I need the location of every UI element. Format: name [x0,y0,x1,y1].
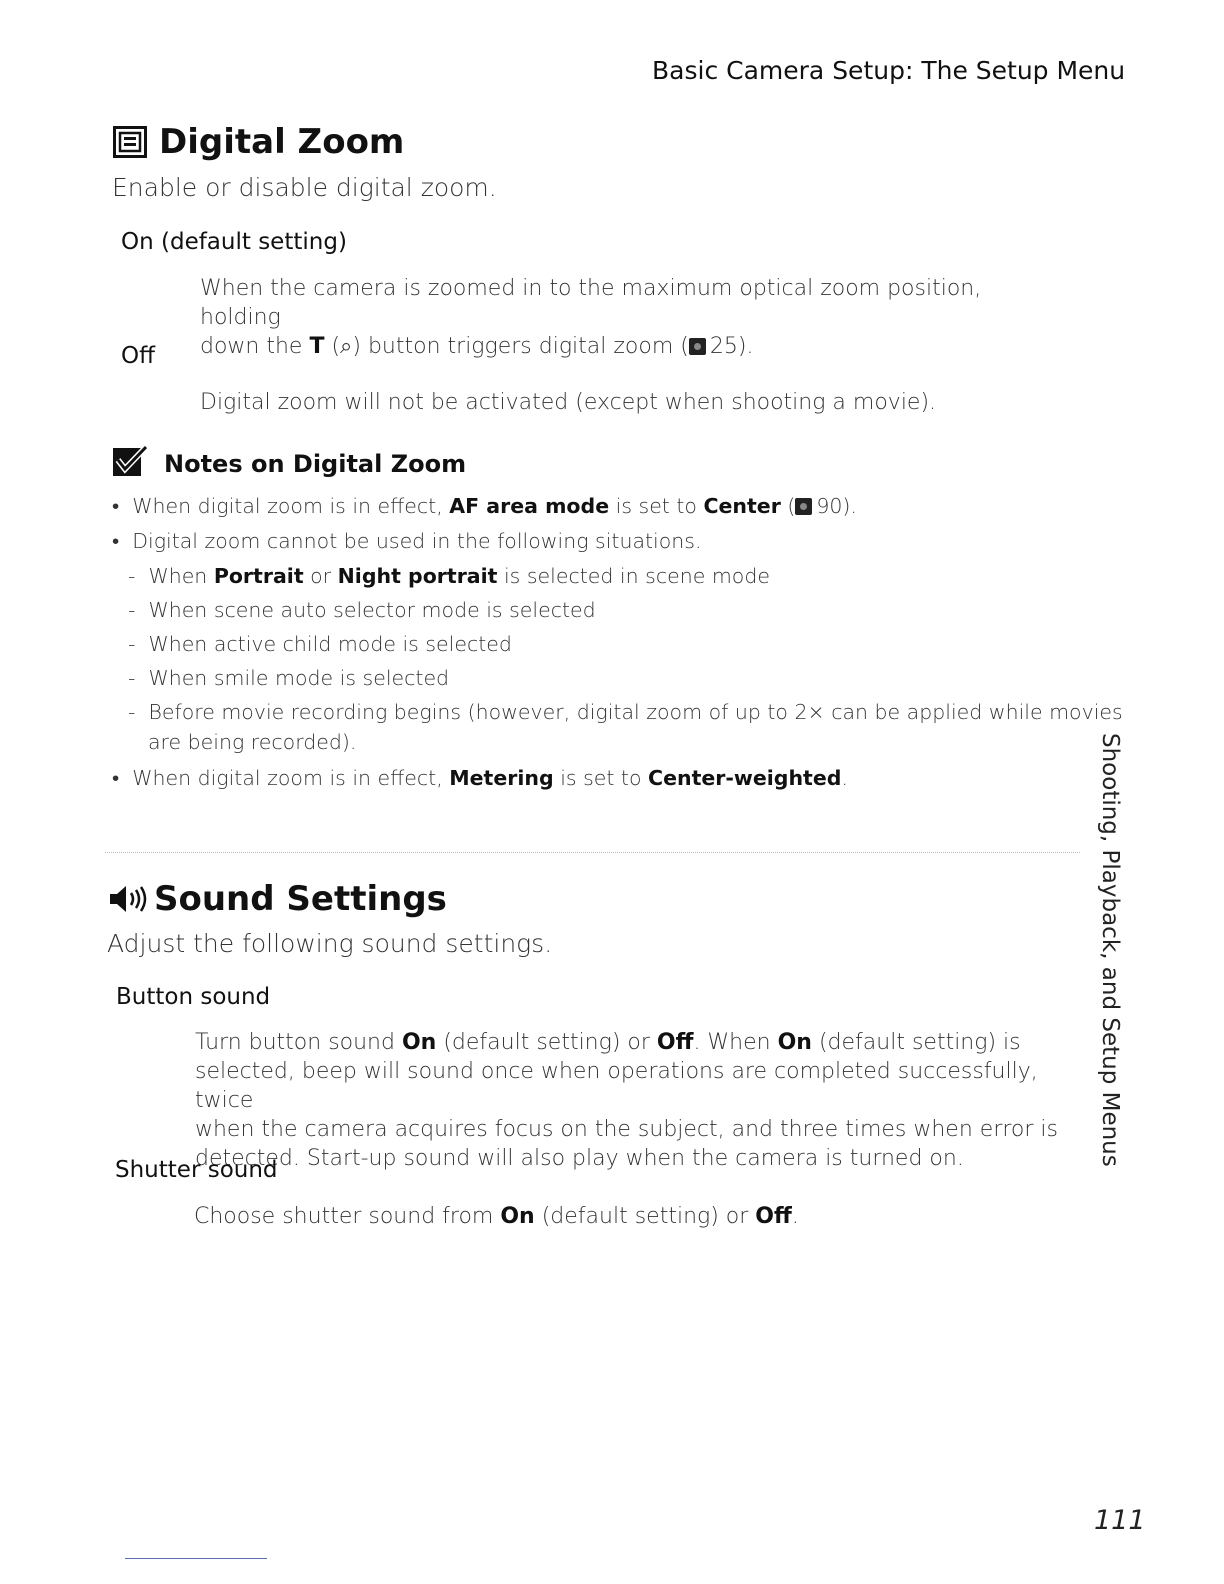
page-number: 111 [1094,1505,1146,1536]
digital-zoom-icon [113,126,147,158]
desc-text: (default setting) or [534,1204,756,1229]
button-sound-line1 [195,1028,1065,1057]
section-divider [105,852,1080,853]
digital-zoom-subtitle: Enable or disable digital zoom. [112,173,497,202]
note-text: When active child mode is selected [148,632,512,656]
page-reference: 90). [816,494,857,518]
digital-zoom-heading [113,122,404,162]
option-on-desc-line2 [200,332,1060,361]
button-sound-line2: selected, beep will sound once when operations are completed successfully, twice [195,1059,1038,1113]
option-off-name: Off [121,343,155,369]
note-text: is selected in scene mode [497,564,770,588]
note-dash-5-cont: are being recorded). [148,730,357,754]
dash-mark: - [128,632,149,656]
desc-text: down the [200,334,310,359]
sound-settings-heading [108,879,447,919]
note-text: or [303,564,338,588]
page-reference: 25). [709,334,754,359]
note-bullet-2 [112,529,701,554]
desc-bold: On [500,1204,535,1229]
sound-settings-title: Sound Settings [154,879,447,919]
note-text: is set to [609,494,704,518]
note-bullet-3 [112,766,848,791]
shutter-sound-name: Shutter sound [115,1157,278,1183]
note-bold: Center-weighted [648,766,842,790]
note-text: Before movie recording begins (however, digital zoom of up to 2× can be applied while movies [148,700,1123,724]
dash-mark: - [128,598,149,622]
note-bold: Center [703,494,781,518]
desc-text: (default setting) or [436,1030,657,1055]
dash-mark: - [128,666,149,690]
desc-bold: On [777,1030,812,1055]
button-sound-line4: detected. Start-up sound will also play when the camera is turned on. [195,1146,964,1171]
note-dash-5 [128,700,1123,724]
running-header: Basic Camera Setup: The Setup Menu [652,56,1126,85]
note-bold: Metering [449,766,554,790]
option-on-name: On (default setting) [121,229,347,255]
bullet-dot: • [112,529,133,553]
desc-text: . When [693,1030,778,1055]
t-button-label: T [309,334,325,359]
note-text: ( [780,494,796,518]
note-bold: Portrait [213,564,304,588]
note-dash-2 [128,598,596,622]
desc-text: Choose shutter sound from [194,1204,501,1229]
note-dash-1 [128,564,770,588]
option-on-desc-line1: When the camera is zoomed in to the maximum optical zoom position, holding [200,276,982,330]
chapter-side-tab-label: Shooting, Playback, and Setup Menus [1097,733,1123,1167]
note-bold: AF area mode [449,494,610,518]
note-text: When [148,564,214,588]
page-reference-icon [689,338,706,355]
footer-rule [125,1558,267,1559]
button-sound-name: Button sound [116,984,271,1010]
dash-mark: - [128,564,149,588]
option-off-description: Digital zoom will not be activated (except when shooting a movie). [200,390,937,415]
desc-text: (default setting) is [811,1030,1021,1055]
desc-bold: Off [656,1030,694,1055]
zoom-in-icon: (⌕) [331,334,361,359]
dash-mark: - [128,700,149,724]
speaker-icon [108,883,148,915]
sound-settings-subtitle: Adjust the following sound settings. [107,929,553,958]
caution-check-icon [113,445,147,481]
desc-bold: On [401,1030,437,1055]
note-bold: Night portrait [337,564,498,588]
desc-text: . [791,1204,799,1229]
desc-text: Turn button sound [195,1030,402,1055]
button-sound-description [195,1028,1065,1173]
digital-zoom-title: Digital Zoom [159,122,405,162]
bullet-dot: • [112,494,133,518]
chapter-side-tab [1085,733,1135,1167]
note-bullet-1 [112,494,857,519]
note-text: Digital zoom cannot be used in the following situations. [132,529,702,553]
note-text: is set to [553,766,649,790]
option-on-description [200,274,1060,361]
note-text: . [841,766,848,790]
desc-text: button triggers digital zoom ( [360,334,689,359]
button-sound-line3: when the camera acquires focus on the subject, and three times when error is [195,1117,1058,1142]
note-dash-3 [128,632,512,656]
note-text: When scene auto selector mode is selected [148,598,596,622]
note-text: When digital zoom is in effect, [132,494,450,518]
note-text: When digital zoom is in effect, [132,766,450,790]
desc-bold: Off [755,1204,792,1229]
shutter-sound-description [194,1202,1064,1231]
note-dash-4 [128,666,449,690]
notes-title: Notes on Digital Zoom [164,450,467,478]
bullet-dot: • [112,766,133,790]
note-text: When smile mode is selected [148,666,450,690]
page-reference-icon [795,498,812,515]
